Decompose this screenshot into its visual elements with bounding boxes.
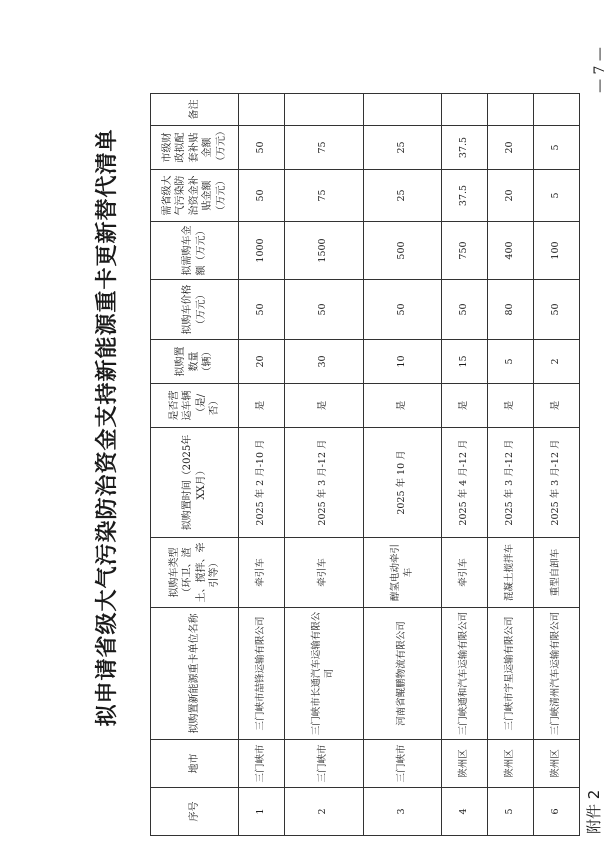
header-cell: 备注 bbox=[151, 94, 239, 126]
vehicle-list-table bbox=[150, 93, 580, 836]
header-cell: 拟需购车金额（万元） bbox=[151, 222, 239, 280]
table-cell: 三门峡市喆锋运输有限公司 bbox=[239, 608, 285, 740]
header-cell: 拟购车价格（万元） bbox=[151, 280, 239, 340]
table-cell: 是 bbox=[363, 384, 442, 428]
table-cell: 80 bbox=[488, 280, 534, 340]
table-cell: 陕州区 bbox=[442, 740, 488, 788]
table-cell: 15 bbox=[442, 340, 488, 384]
table-cell: 20 bbox=[239, 340, 285, 384]
header-cell: 拟购置时间（2025年XX月） bbox=[151, 428, 239, 538]
table-cell: 75 bbox=[284, 170, 363, 222]
table-cell: 50 bbox=[284, 280, 363, 340]
table-row bbox=[442, 94, 488, 836]
table-row bbox=[534, 94, 580, 836]
table-cell: 牵引车 bbox=[442, 538, 488, 608]
table-cell: 三门峡市 bbox=[363, 740, 442, 788]
table-cell: 1000 bbox=[239, 222, 285, 280]
table-cell: 37.5 bbox=[442, 170, 488, 222]
table-cell: 是 bbox=[442, 384, 488, 428]
table-cell: 陕州区 bbox=[488, 740, 534, 788]
table-cell: 牵引车 bbox=[239, 538, 285, 608]
table-cell: 50 bbox=[534, 280, 580, 340]
header-cell: 需省级大气污染防治资金补贴金额（万元） bbox=[151, 170, 239, 222]
table-cell: 2 bbox=[534, 340, 580, 384]
table-row bbox=[239, 94, 285, 836]
table-cell: 牵引车 bbox=[284, 538, 363, 608]
table-cell: 750 bbox=[442, 222, 488, 280]
table-cell: 三门峡市 bbox=[239, 740, 285, 788]
table-cell: 三门峡清州汽车运输有限公司 bbox=[534, 608, 580, 740]
table-row bbox=[284, 94, 363, 836]
table-row bbox=[363, 94, 442, 836]
header-cell: 序号 bbox=[151, 788, 239, 836]
table-cell: 6 bbox=[534, 788, 580, 836]
table-cell: 2025 年 10 月 bbox=[363, 428, 442, 538]
table-cell: 2025 年 4 月-12 月 bbox=[442, 428, 488, 538]
table-cell: 5 bbox=[488, 788, 534, 836]
table-cell: 20 bbox=[488, 126, 534, 170]
table-cell: 50 bbox=[363, 280, 442, 340]
table-cell: 1500 bbox=[284, 222, 363, 280]
table-cell bbox=[534, 94, 580, 126]
table-cell: 5 bbox=[488, 340, 534, 384]
table-cell: 4 bbox=[442, 788, 488, 836]
table-cell: 1 bbox=[239, 788, 285, 836]
table-cell: 三门峡市宇星运输有限公司 bbox=[488, 608, 534, 740]
table-cell: 2 bbox=[284, 788, 363, 836]
table-cell: 2025 年 3 月-12 月 bbox=[284, 428, 363, 538]
table-row bbox=[488, 94, 534, 836]
page-number: — 7 — bbox=[592, 47, 608, 93]
table-cell: 100 bbox=[534, 222, 580, 280]
table-cell bbox=[239, 94, 285, 126]
table-cell: 50 bbox=[442, 280, 488, 340]
table-cell bbox=[284, 94, 363, 126]
table-header-row bbox=[151, 94, 239, 836]
attachment-label: 附件 2 bbox=[585, 789, 603, 834]
table-cell: 2025 年 2 月-10 月 bbox=[239, 428, 285, 538]
table-cell: 2025 年 3 月-12 月 bbox=[534, 428, 580, 538]
table-cell: 500 bbox=[363, 222, 442, 280]
table-cell: 河南省鲲鹏物流有限公司 bbox=[363, 608, 442, 740]
header-cell: 拟购置数量（辆） bbox=[151, 340, 239, 384]
table-cell: 三门峡通和汽车运输有限公司 bbox=[442, 608, 488, 740]
table-cell: 30 bbox=[284, 340, 363, 384]
table-cell: 50 bbox=[239, 280, 285, 340]
table-cell: 37.5 bbox=[442, 126, 488, 170]
table-cell: 重型自卸车 bbox=[534, 538, 580, 608]
table-cell: 2025 年 3 月-12 月 bbox=[488, 428, 534, 538]
header-cell: 市级财政拟配套补贴金额（万元） bbox=[151, 126, 239, 170]
table-cell: 是 bbox=[239, 384, 285, 428]
header-cell: 地市 bbox=[151, 740, 239, 788]
table-cell: 10 bbox=[363, 340, 442, 384]
table-cell: 5 bbox=[534, 170, 580, 222]
table-cell: 混凝土搅拌车 bbox=[488, 538, 534, 608]
table-cell: 是 bbox=[534, 384, 580, 428]
table-cell bbox=[488, 94, 534, 126]
table-cell bbox=[442, 94, 488, 126]
table-cell: 50 bbox=[239, 170, 285, 222]
table-cell: 25 bbox=[363, 126, 442, 170]
header-cell: 拟购车类型（环卫、渣土、搅拌、牵引等） bbox=[151, 538, 239, 608]
table-cell: 醇氢电动牵引车 bbox=[363, 538, 442, 608]
table-cell: 是 bbox=[488, 384, 534, 428]
header-cell: 拟购置新能源重卡单位名称 bbox=[151, 608, 239, 740]
table-cell: 400 bbox=[488, 222, 534, 280]
table-cell: 5 bbox=[534, 126, 580, 170]
table-cell: 50 bbox=[239, 126, 285, 170]
table-cell: 三门峡市长通汽车运输有限公司 bbox=[284, 608, 363, 740]
table-cell: 3 bbox=[363, 788, 442, 836]
document-title: 拟申请省级大气污染防治资金支持新能源重卡更新替代清单 bbox=[95, 128, 120, 727]
table-cell: 25 bbox=[363, 170, 442, 222]
table-cell: 陕州区 bbox=[534, 740, 580, 788]
table-cell bbox=[363, 94, 442, 126]
table-cell: 是 bbox=[284, 384, 363, 428]
header-cell: 是否营运车辆（是/否） bbox=[151, 384, 239, 428]
table-cell: 20 bbox=[488, 170, 534, 222]
table-cell: 75 bbox=[284, 126, 363, 170]
table-cell: 三门峡市 bbox=[284, 740, 363, 788]
